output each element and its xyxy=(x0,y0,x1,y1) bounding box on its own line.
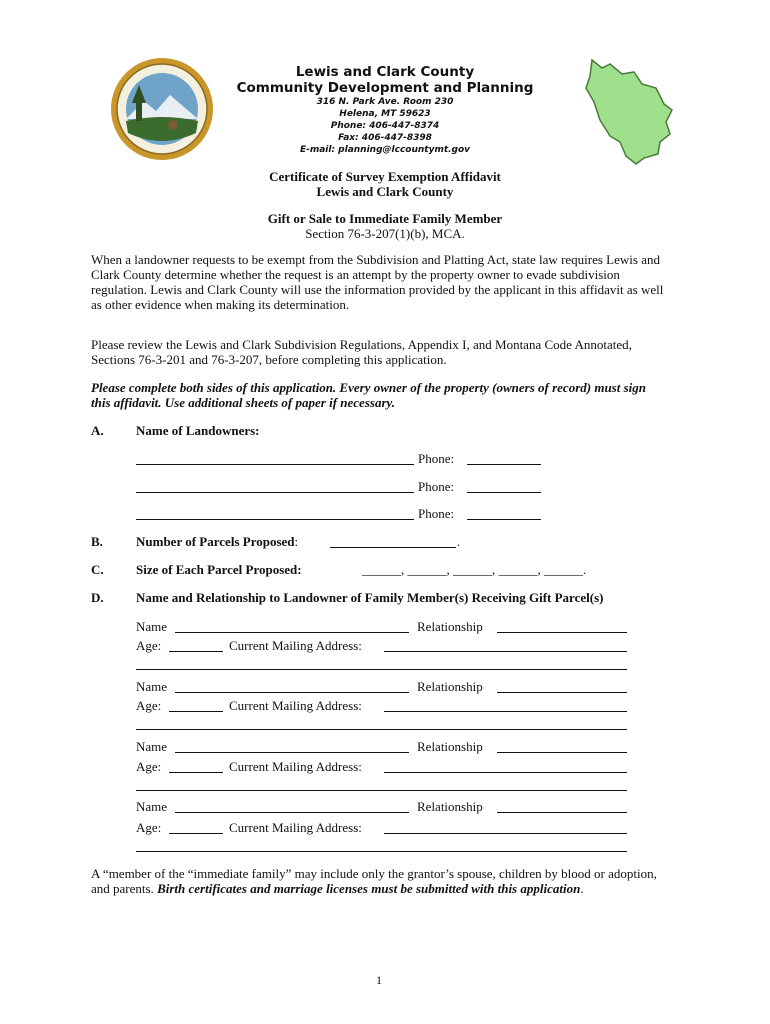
family-address-line2-field-4[interactable] xyxy=(136,851,627,852)
age-label: Age: xyxy=(136,820,162,835)
phone-label: Phone: xyxy=(418,506,455,521)
family-address-field-4[interactable] xyxy=(384,833,627,834)
county-seal-logo xyxy=(110,57,214,161)
org-name-line1: Lewis and Clark County xyxy=(295,64,475,80)
required-documents-note: Birth certificates and marriage licenses must be submitted with this application xyxy=(157,881,581,896)
document-section-ref: Section 76-3-207(1)(b), MCA. xyxy=(305,226,465,241)
intro-paragraph: When a landowner requests to be exempt from the Subdivision and Platting Act, state law requires Lewis and Clark County determine whether the request is an attempt by the property owner to evade subdivision regulation. Lewis and Clark County will use the information provided by the applicant in this affidavit as well as other evidence when making its determination. xyxy=(91,252,664,312)
age-label: Age: xyxy=(136,698,162,713)
landowner-name-field-3[interactable] xyxy=(136,519,414,520)
county-map-icon xyxy=(580,58,674,166)
name-label: Name xyxy=(136,799,168,814)
age-label: Age: xyxy=(136,759,162,774)
phone-label: Phone: xyxy=(418,479,455,494)
review-paragraph: Please review the Lewis and Clark Subdivision Regulations, Appendix I, and Montana Code Annotated, Sections 76-3-201 and 76-3-207, before completing this application. xyxy=(91,337,632,367)
section-a-label: Name of Landowners: xyxy=(136,423,260,438)
relationship-label: Relationship xyxy=(417,679,483,694)
relationship-label: Relationship xyxy=(417,799,483,814)
family-age-field-3[interactable] xyxy=(169,772,223,773)
family-age-field-1[interactable] xyxy=(169,651,223,652)
name-label: Name xyxy=(136,679,168,694)
note-period: . xyxy=(580,881,584,896)
landowner-phone-field-1[interactable] xyxy=(467,464,541,465)
family-address-field-1[interactable] xyxy=(384,651,627,652)
org-name-line2: Community Development and Planning xyxy=(236,80,534,96)
landowner-name-field-1[interactable] xyxy=(136,464,414,465)
mailing-address-label: Current Mailing Address: xyxy=(229,820,362,835)
org-fax: Fax: 406-447-8398 xyxy=(338,133,432,143)
document-title-county: Lewis and Clark County xyxy=(316,184,454,199)
section-b-label: Number of Parcels Proposed xyxy=(136,534,295,549)
family-name-field-4[interactable] xyxy=(175,812,409,813)
family-relationship-field-3[interactable] xyxy=(497,752,627,753)
page-number: 1 xyxy=(376,973,382,987)
family-address-line2-field-1[interactable] xyxy=(136,669,627,670)
mailing-address-label: Current Mailing Address: xyxy=(229,698,362,713)
family-address-field-3[interactable] xyxy=(384,772,627,773)
mailing-address-label: Current Mailing Address: xyxy=(229,638,362,653)
family-name-field-2[interactable] xyxy=(175,692,409,693)
document-title: Certificate of Survey Exemption Affidavit xyxy=(269,169,501,184)
org-address: 316 N. Park Ave. Room 230 xyxy=(316,97,454,107)
landowner-phone-field-3[interactable] xyxy=(467,519,541,520)
family-address-field-2[interactable] xyxy=(384,711,627,712)
section-d-label: Name and Relationship to Landowner of Family Member(s) Receiving Gift Parcel(s) xyxy=(136,590,604,605)
family-relationship-field-4[interactable] xyxy=(497,812,627,813)
name-label: Name xyxy=(136,619,168,634)
org-phone: Phone: 406-447-8374 xyxy=(330,121,440,131)
mailing-address-label: Current Mailing Address: xyxy=(229,759,362,774)
family-name-field-3[interactable] xyxy=(175,752,409,753)
landowner-name-field-2[interactable] xyxy=(136,492,414,493)
parcel-count-field[interactable] xyxy=(330,547,456,548)
section-d-letter: D. xyxy=(91,590,104,605)
section-a-letter: A. xyxy=(91,423,104,438)
section-b-colon: : xyxy=(294,534,299,549)
section-c-label: Size of Each Parcel Proposed: xyxy=(136,562,302,577)
age-label: Age: xyxy=(136,638,162,653)
family-relationship-field-2[interactable] xyxy=(497,692,627,693)
family-age-field-4[interactable] xyxy=(169,833,223,834)
relationship-label: Relationship xyxy=(417,739,483,754)
immediate-family-note xyxy=(91,866,671,896)
immediate-family-definition: A “member of the “immediate family” may include only the grantor’s spouse, children by blood or adoption, and parents. xyxy=(91,866,657,896)
phone-label: Phone: xyxy=(418,451,455,466)
org-email: E-mail: planning@lccountymt.gov xyxy=(299,145,471,155)
family-name-field-1[interactable] xyxy=(175,632,409,633)
family-relationship-field-1[interactable] xyxy=(497,632,627,633)
name-label: Name xyxy=(136,739,168,754)
org-city: Helena, MT 59623 xyxy=(339,109,431,119)
parcel-size-fields[interactable]: ______, ______, ______, ______, ______. xyxy=(362,562,587,577)
section-b-period: . xyxy=(457,534,461,549)
landowner-phone-field-2[interactable] xyxy=(467,492,541,493)
family-age-field-2[interactable] xyxy=(169,711,223,712)
document-subtitle: Gift or Sale to Immediate Family Member xyxy=(267,211,503,226)
section-b-letter: B. xyxy=(91,534,103,549)
family-address-line2-field-2[interactable] xyxy=(136,729,627,730)
instructions-paragraph: Please complete both sides of this application. Every owner of the property (owners of record) must sign this affidavit. Use additional sheets of paper if necessary. xyxy=(91,380,647,410)
family-address-line2-field-3[interactable] xyxy=(136,790,627,791)
relationship-label: Relationship xyxy=(417,619,483,634)
section-c-letter: C. xyxy=(91,562,104,577)
